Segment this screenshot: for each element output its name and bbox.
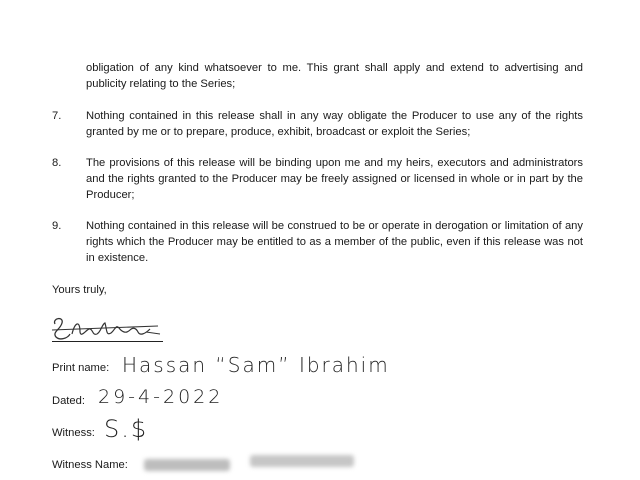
dated-label: Dated:: [52, 395, 85, 407]
clause-8-number: 8.: [52, 157, 62, 169]
clause-7-text: Nothing contained in this release shall in any way obligate the Producer to use any of the rights granted by me or to prepare, produce, exhibit, broadcast or exploit the Series;: [86, 110, 583, 138]
clause-6-continuation: obligation of any kind whatsoever to me. This grant shall apply and extend to advertising and publicity relating to the Series;: [86, 62, 583, 90]
closing-text: Yours truly,: [52, 284, 107, 296]
redacted-witness-first-name: [144, 459, 230, 471]
redacted-witness-last-name: [250, 455, 354, 467]
signature-line: [52, 341, 163, 342]
witness-label: Witness:: [52, 427, 95, 439]
witness-signature: S.$: [104, 415, 149, 443]
print-name-value: Hassan “Sam” Ibrahim: [122, 353, 390, 377]
print-name-label: Print name:: [52, 362, 110, 374]
clause-7-number: 7.: [52, 110, 62, 122]
clause-8-text: The provisions of this release will be binding upon me and my heirs, executors and administrators and the rights granted to the Producer may be freely assigned or licensed in whole or in part by the Producer;: [86, 157, 583, 201]
clause-9-number: 9.: [52, 220, 62, 232]
dated-value: 29-4-2022: [98, 386, 224, 408]
witness-name-label: Witness Name:: [52, 459, 128, 471]
clause-9-text: Nothing contained in this release will be construed to be or operate in derogation or limitation of any rights which the Producer may be entitled to as a member of the public, even if this release was not in existence.: [86, 220, 583, 264]
